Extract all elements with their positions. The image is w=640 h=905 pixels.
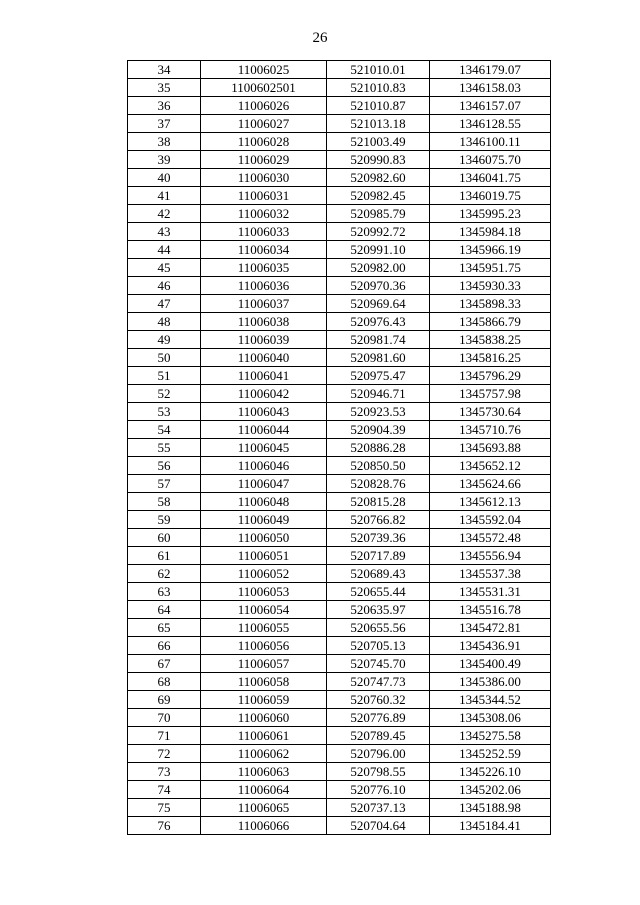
y-coordinate-cell: 1345537.38 [430, 565, 551, 583]
y-coordinate-cell: 1345556.94 [430, 547, 551, 565]
y-coordinate-cell: 1345400.49 [430, 655, 551, 673]
table-row [128, 655, 551, 673]
point-id-cell: 11006048 [201, 493, 327, 511]
point-number-cell: 61 [128, 547, 201, 565]
point-id-cell: 11006039 [201, 331, 327, 349]
coordinates-table [127, 60, 551, 835]
point-number-cell: 70 [128, 709, 201, 727]
point-id-cell: 11006028 [201, 133, 327, 151]
point-id-cell: 11006029 [201, 151, 327, 169]
x-coordinate-cell: 520739.36 [327, 529, 430, 547]
point-id-cell: 11006046 [201, 457, 327, 475]
point-id-cell: 11006025 [201, 61, 327, 79]
table-row [128, 745, 551, 763]
table-row [128, 385, 551, 403]
x-coordinate-cell: 520705.13 [327, 637, 430, 655]
table-row [128, 295, 551, 313]
x-coordinate-cell: 520635.97 [327, 601, 430, 619]
point-id-cell: 11006058 [201, 673, 327, 691]
table-row [128, 97, 551, 115]
table-row [128, 601, 551, 619]
point-id-cell: 11006054 [201, 601, 327, 619]
table-row [128, 187, 551, 205]
x-coordinate-cell: 520689.43 [327, 565, 430, 583]
y-coordinate-cell: 1345838.25 [430, 331, 551, 349]
point-id-cell: 11006034 [201, 241, 327, 259]
point-id-cell: 11006056 [201, 637, 327, 655]
x-coordinate-cell: 520776.89 [327, 709, 430, 727]
point-number-cell: 35 [128, 79, 201, 97]
y-coordinate-cell: 1346100.11 [430, 133, 551, 151]
y-coordinate-cell: 1345202.06 [430, 781, 551, 799]
x-coordinate-cell: 520982.45 [327, 187, 430, 205]
point-id-cell: 11006036 [201, 277, 327, 295]
table-row [128, 763, 551, 781]
point-number-cell: 48 [128, 313, 201, 331]
point-id-cell: 11006050 [201, 529, 327, 547]
point-id-cell: 11006047 [201, 475, 327, 493]
x-coordinate-cell: 520982.00 [327, 259, 430, 277]
x-coordinate-cell: 520985.79 [327, 205, 430, 223]
point-id-cell: 11006060 [201, 709, 327, 727]
x-coordinate-cell: 520815.28 [327, 493, 430, 511]
y-coordinate-cell: 1345308.06 [430, 709, 551, 727]
point-number-cell: 66 [128, 637, 201, 655]
point-number-cell: 39 [128, 151, 201, 169]
y-coordinate-cell: 1345624.66 [430, 475, 551, 493]
table-row [128, 547, 551, 565]
point-id-cell: 11006053 [201, 583, 327, 601]
y-coordinate-cell: 1345472.81 [430, 619, 551, 637]
x-coordinate-cell: 520796.00 [327, 745, 430, 763]
y-coordinate-cell: 1345386.00 [430, 673, 551, 691]
point-id-cell: 11006026 [201, 97, 327, 115]
point-number-cell: 60 [128, 529, 201, 547]
y-coordinate-cell: 1345652.12 [430, 457, 551, 475]
x-coordinate-cell: 521013.18 [327, 115, 430, 133]
y-coordinate-cell: 1345592.04 [430, 511, 551, 529]
point-id-cell: 11006064 [201, 781, 327, 799]
y-coordinate-cell: 1345866.79 [430, 313, 551, 331]
point-id-cell: 11006045 [201, 439, 327, 457]
table-row [128, 565, 551, 583]
point-id-cell: 11006035 [201, 259, 327, 277]
x-coordinate-cell: 520766.82 [327, 511, 430, 529]
point-number-cell: 45 [128, 259, 201, 277]
table-row [128, 277, 551, 295]
table-row [128, 79, 551, 97]
point-number-cell: 42 [128, 205, 201, 223]
point-number-cell: 62 [128, 565, 201, 583]
y-coordinate-cell: 1346041.75 [430, 169, 551, 187]
point-number-cell: 76 [128, 817, 201, 835]
point-id-cell: 11006062 [201, 745, 327, 763]
point-id-cell: 11006027 [201, 115, 327, 133]
point-id-cell: 11006041 [201, 367, 327, 385]
x-coordinate-cell: 520717.89 [327, 547, 430, 565]
x-coordinate-cell: 520745.70 [327, 655, 430, 673]
table-row [128, 169, 551, 187]
point-id-cell: 11006049 [201, 511, 327, 529]
y-coordinate-cell: 1345516.78 [430, 601, 551, 619]
table-row [128, 619, 551, 637]
x-coordinate-cell: 520990.83 [327, 151, 430, 169]
point-number-cell: 56 [128, 457, 201, 475]
point-number-cell: 54 [128, 421, 201, 439]
table-row [128, 259, 551, 277]
point-id-cell: 11006030 [201, 169, 327, 187]
table-row [128, 151, 551, 169]
point-number-cell: 44 [128, 241, 201, 259]
y-coordinate-cell: 1345710.76 [430, 421, 551, 439]
x-coordinate-cell: 520982.60 [327, 169, 430, 187]
y-coordinate-cell: 1345693.88 [430, 439, 551, 457]
x-coordinate-cell: 520760.32 [327, 691, 430, 709]
y-coordinate-cell: 1345730.64 [430, 403, 551, 421]
point-id-cell: 11006044 [201, 421, 327, 439]
point-number-cell: 74 [128, 781, 201, 799]
point-id-cell: 11006040 [201, 349, 327, 367]
x-coordinate-cell: 520970.36 [327, 277, 430, 295]
point-number-cell: 75 [128, 799, 201, 817]
point-id-cell: 11006061 [201, 727, 327, 745]
point-number-cell: 73 [128, 763, 201, 781]
point-number-cell: 67 [128, 655, 201, 673]
table-row [128, 727, 551, 745]
point-number-cell: 64 [128, 601, 201, 619]
table-row [128, 709, 551, 727]
x-coordinate-cell: 520981.60 [327, 349, 430, 367]
y-coordinate-cell: 1345188.98 [430, 799, 551, 817]
table-row [128, 583, 551, 601]
table-row [128, 439, 551, 457]
x-coordinate-cell: 520737.13 [327, 799, 430, 817]
x-coordinate-cell: 521010.01 [327, 61, 430, 79]
x-coordinate-cell: 520991.10 [327, 241, 430, 259]
point-id-cell: 11006051 [201, 547, 327, 565]
point-number-cell: 34 [128, 61, 201, 79]
x-coordinate-cell: 521010.87 [327, 97, 430, 115]
x-coordinate-cell: 520789.45 [327, 727, 430, 745]
point-number-cell: 50 [128, 349, 201, 367]
point-number-cell: 71 [128, 727, 201, 745]
y-coordinate-cell: 1345757.98 [430, 385, 551, 403]
table-row [128, 331, 551, 349]
x-coordinate-cell: 520798.55 [327, 763, 430, 781]
y-coordinate-cell: 1345951.75 [430, 259, 551, 277]
y-coordinate-cell: 1345966.19 [430, 241, 551, 259]
point-id-cell: 11006052 [201, 565, 327, 583]
y-coordinate-cell: 1345436.91 [430, 637, 551, 655]
table-row [128, 313, 551, 331]
y-coordinate-cell: 1346179.07 [430, 61, 551, 79]
y-coordinate-cell: 1345612.13 [430, 493, 551, 511]
x-coordinate-cell: 521003.49 [327, 133, 430, 151]
y-coordinate-cell: 1345531.31 [430, 583, 551, 601]
page-number: 26 [312, 30, 328, 46]
table-row [128, 115, 551, 133]
point-id-cell: 11006055 [201, 619, 327, 637]
y-coordinate-cell: 1345816.25 [430, 349, 551, 367]
y-coordinate-cell: 1345572.48 [430, 529, 551, 547]
y-coordinate-cell: 1346158.03 [430, 79, 551, 97]
y-coordinate-cell: 1346128.55 [430, 115, 551, 133]
table-row [128, 349, 551, 367]
y-coordinate-cell: 1345930.33 [430, 277, 551, 295]
point-id-cell: 11006038 [201, 313, 327, 331]
point-number-cell: 36 [128, 97, 201, 115]
table-row [128, 403, 551, 421]
x-coordinate-cell: 520992.72 [327, 223, 430, 241]
point-id-cell: 11006057 [201, 655, 327, 673]
x-coordinate-cell: 520776.10 [327, 781, 430, 799]
x-coordinate-cell: 520747.73 [327, 673, 430, 691]
y-coordinate-cell: 1345995.23 [430, 205, 551, 223]
point-number-cell: 38 [128, 133, 201, 151]
point-id-cell: 11006032 [201, 205, 327, 223]
point-number-cell: 41 [128, 187, 201, 205]
x-coordinate-cell: 520975.47 [327, 367, 430, 385]
point-number-cell: 69 [128, 691, 201, 709]
point-number-cell: 40 [128, 169, 201, 187]
x-coordinate-cell: 520923.53 [327, 403, 430, 421]
point-id-cell: 11006043 [201, 403, 327, 421]
point-id-cell: 11006033 [201, 223, 327, 241]
point-number-cell: 53 [128, 403, 201, 421]
point-id-cell: 1100602501 [201, 79, 327, 97]
y-coordinate-cell: 1345344.52 [430, 691, 551, 709]
point-number-cell: 37 [128, 115, 201, 133]
point-number-cell: 59 [128, 511, 201, 529]
point-id-cell: 11006063 [201, 763, 327, 781]
table-row [128, 691, 551, 709]
point-number-cell: 63 [128, 583, 201, 601]
table-row [128, 493, 551, 511]
x-coordinate-cell: 520850.50 [327, 457, 430, 475]
point-id-cell: 11006065 [201, 799, 327, 817]
point-number-cell: 51 [128, 367, 201, 385]
x-coordinate-cell: 520904.39 [327, 421, 430, 439]
point-number-cell: 65 [128, 619, 201, 637]
point-id-cell: 11006037 [201, 295, 327, 313]
table-row [128, 61, 551, 79]
y-coordinate-cell: 1345898.33 [430, 295, 551, 313]
x-coordinate-cell: 521010.83 [327, 79, 430, 97]
y-coordinate-cell: 1345252.59 [430, 745, 551, 763]
point-number-cell: 58 [128, 493, 201, 511]
table-row [128, 637, 551, 655]
point-number-cell: 47 [128, 295, 201, 313]
point-number-cell: 68 [128, 673, 201, 691]
point-number-cell: 55 [128, 439, 201, 457]
y-coordinate-cell: 1345184.41 [430, 817, 551, 835]
y-coordinate-cell: 1345796.29 [430, 367, 551, 385]
point-id-cell: 11006042 [201, 385, 327, 403]
table-row [128, 367, 551, 385]
table-row [128, 799, 551, 817]
x-coordinate-cell: 520655.44 [327, 583, 430, 601]
point-number-cell: 72 [128, 745, 201, 763]
point-number-cell: 49 [128, 331, 201, 349]
table-row [128, 673, 551, 691]
y-coordinate-cell: 1345984.18 [430, 223, 551, 241]
table-row [128, 421, 551, 439]
x-coordinate-cell: 520655.56 [327, 619, 430, 637]
x-coordinate-cell: 520828.76 [327, 475, 430, 493]
y-coordinate-cell: 1345275.58 [430, 727, 551, 745]
table-row [128, 457, 551, 475]
point-number-cell: 43 [128, 223, 201, 241]
table-row [128, 511, 551, 529]
x-coordinate-cell: 520704.64 [327, 817, 430, 835]
table-row [128, 223, 551, 241]
y-coordinate-cell: 1346019.75 [430, 187, 551, 205]
point-number-cell: 52 [128, 385, 201, 403]
table-row [128, 241, 551, 259]
x-coordinate-cell: 520976.43 [327, 313, 430, 331]
point-id-cell: 11006059 [201, 691, 327, 709]
table-row [128, 133, 551, 151]
point-id-cell: 11006031 [201, 187, 327, 205]
table-body [128, 61, 551, 835]
x-coordinate-cell: 520969.64 [327, 295, 430, 313]
x-coordinate-cell: 520946.71 [327, 385, 430, 403]
y-coordinate-cell: 1345226.10 [430, 763, 551, 781]
x-coordinate-cell: 520981.74 [327, 331, 430, 349]
point-number-cell: 46 [128, 277, 201, 295]
point-id-cell: 11006066 [201, 817, 327, 835]
table-row [128, 529, 551, 547]
x-coordinate-cell: 520886.28 [327, 439, 430, 457]
y-coordinate-cell: 1346157.07 [430, 97, 551, 115]
table-row [128, 817, 551, 835]
table-row [128, 205, 551, 223]
point-number-cell: 57 [128, 475, 201, 493]
y-coordinate-cell: 1346075.70 [430, 151, 551, 169]
table-row [128, 475, 551, 493]
table-row [128, 781, 551, 799]
